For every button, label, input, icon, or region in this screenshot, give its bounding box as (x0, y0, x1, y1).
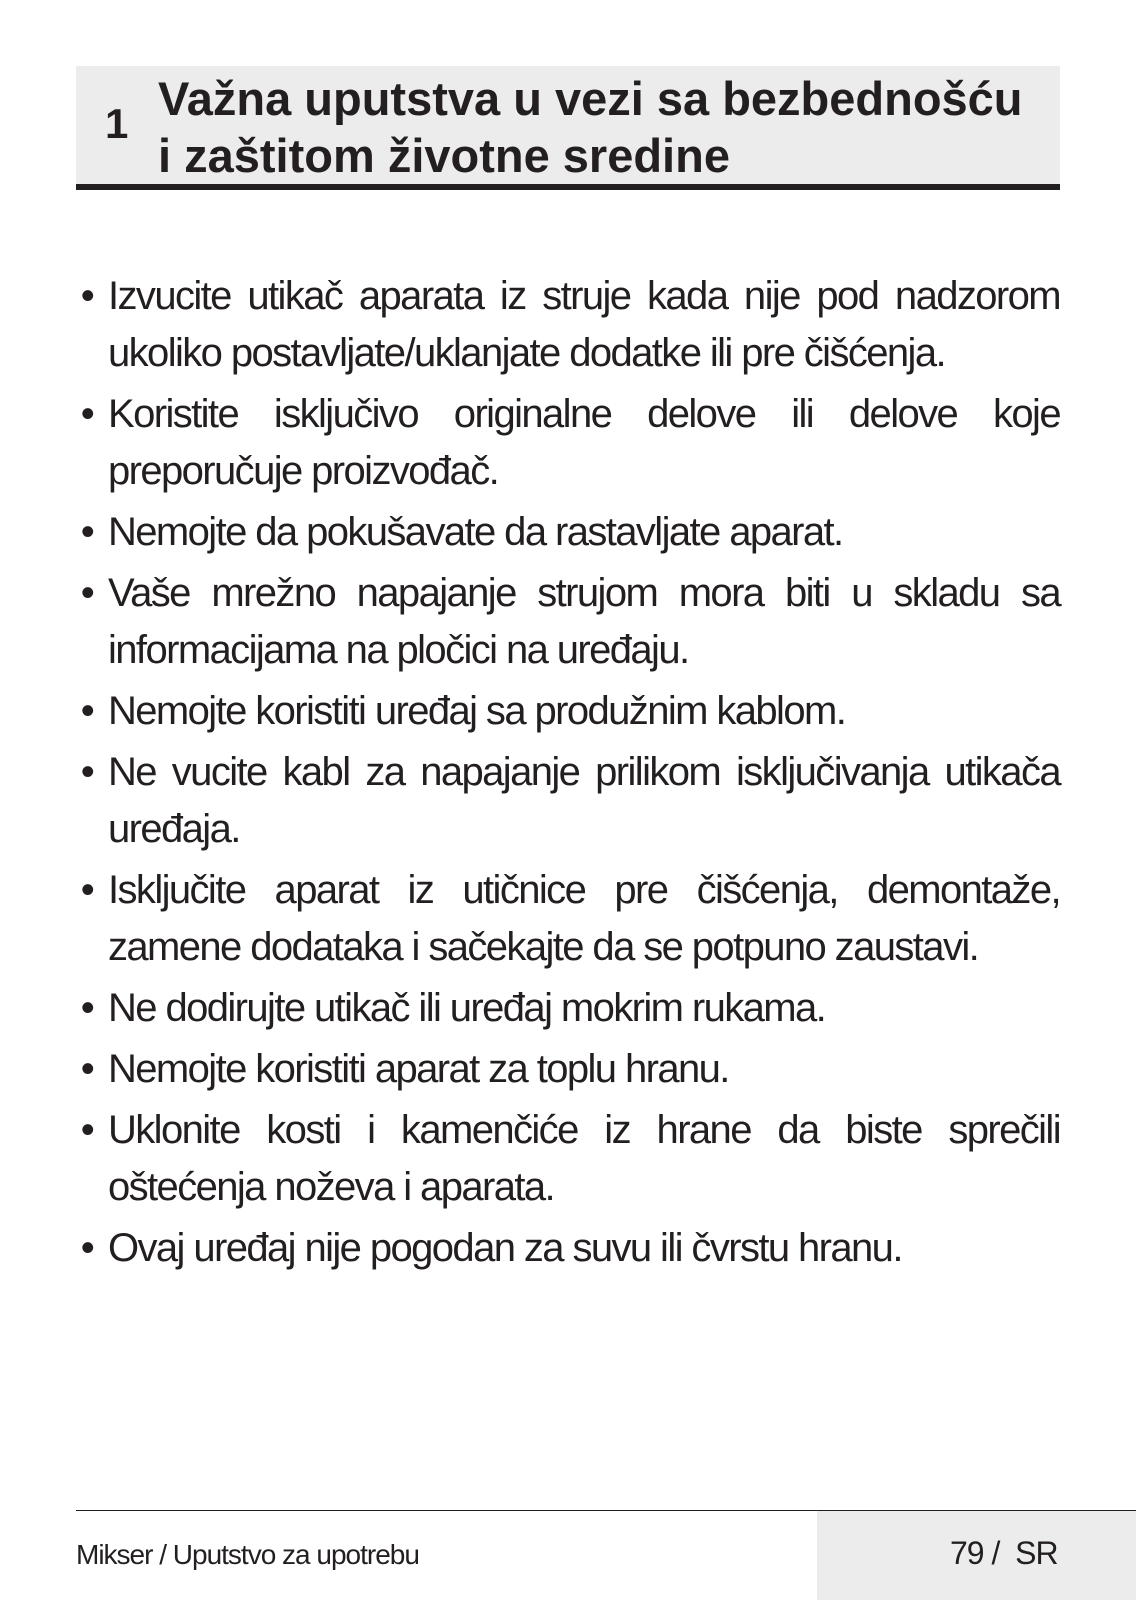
section-title-line-2: i zaštitom životne sredine (158, 129, 730, 182)
list-item (76, 565, 1060, 679)
footer-page-number: 79 / SR (950, 1535, 1058, 1571)
list-item (76, 268, 1060, 382)
list-item (76, 1041, 1060, 1098)
list-item-text: Ovaj uređaj nije pogodan za suvu ili čvrstu hranu. (108, 1226, 902, 1270)
list-item (76, 1102, 1060, 1216)
section-number: 1 (105, 100, 129, 147)
list-item (76, 1220, 1060, 1277)
list-item-text: Ne vucite kabl za napajanje prilikom isključivanja utikača uređaja. (108, 750, 1060, 851)
list-item-text: Koristite isključivo originalne delove ili delove koje preporučuje proizvođač. (108, 392, 1060, 493)
bullet-dot-icon: • (80, 986, 94, 1030)
footer-document-title: Mikser / Uputstvo za upotrebu (76, 1539, 419, 1570)
list-item-text: Nemojte koristiti uređaj sa produžnim kablom. (108, 689, 846, 733)
section-title (158, 70, 1058, 184)
list-item (76, 683, 1060, 740)
list-item-text: Ne dodirujte utikač ili uređaj mokrim rukama. (108, 986, 826, 1030)
bullet-dot-icon: • (80, 392, 94, 436)
list-item-text: Nemojte da pokušavate da rastavljate aparat. (108, 510, 843, 554)
list-item-text: Uklonite kosti i kamenčiće iz hrane da biste sprečili oštećenja noževa i aparata. (108, 1108, 1060, 1209)
bullet-dot-icon: • (80, 274, 94, 318)
bullet-dot-icon: • (80, 571, 94, 615)
section-title-line-1: Važna uputstva u vezi sa bezbednošću (158, 72, 1023, 125)
list-item-text: Nemojte koristiti aparat za toplu hranu. (108, 1047, 729, 1091)
bullet-dot-icon: • (80, 1226, 94, 1270)
bullet-dot-icon: • (80, 868, 94, 912)
list-item-text: Vaše mrežno napajanje strujom mora biti u skladu sa informacijama na pločici na uređaju. (108, 571, 1060, 672)
list-item-text: Isključite aparat iz utičnice pre čišćenja, demontaže, zamene dodataka i sačekajte da se potpuno zaustavi. (108, 868, 1060, 969)
bullet-dot-icon: • (80, 510, 94, 554)
list-item (76, 744, 1060, 858)
list-item (76, 504, 1060, 561)
safety-instructions-list (76, 268, 1060, 1281)
bullet-dot-icon: • (80, 1108, 94, 1152)
bullet-dot-icon: • (80, 750, 94, 794)
section-header (76, 66, 1060, 190)
list-item-text: Izvucite utikač aparata iz struje kada nije pod nadzorom ukoliko postavljate/uklanjate dodatke ili pre čišćenja. (108, 274, 1060, 375)
list-item (76, 386, 1060, 500)
list-item (76, 980, 1060, 1037)
list-item (76, 862, 1060, 976)
bullet-dot-icon: • (80, 1047, 94, 1091)
bullet-dot-icon: • (80, 689, 94, 733)
